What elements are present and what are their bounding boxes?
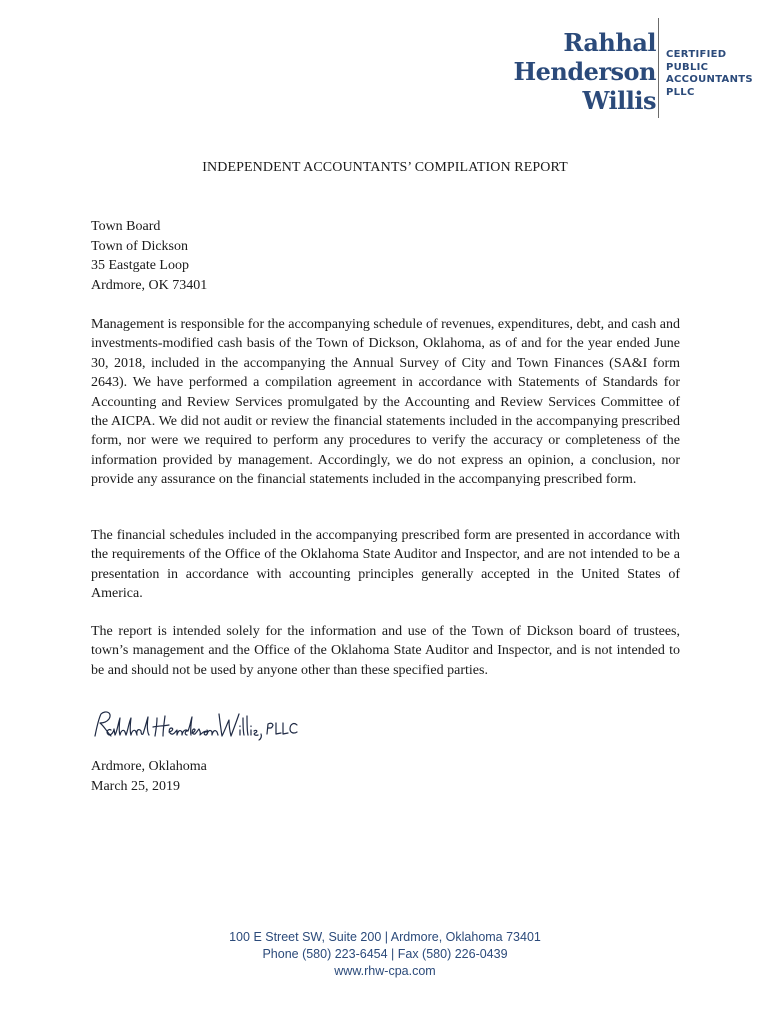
signing-date: March 25, 2019 [91,778,181,794]
recipient-line: Ardmore, OK 73401 [91,277,208,293]
logo-designation-certified: CERTIFIED [666,49,727,60]
firm-signature [91,706,301,746]
footer-phone-fax: Phone (580) 223-6454 | Fax (580) 226-0439 [262,947,508,961]
logo-firm-name [513,28,656,115]
footer-website[interactable]: www.rhw-cpa.com [334,964,436,978]
firm-logo [513,18,760,122]
logo-designation-pllc: PLLC [666,86,695,98]
logo-name-henderson: Henderson [513,57,656,86]
responsibility-paragraph: Management is responsible for the accompanying schedule of revenues, expenditures, debt, and cash and investments-modified cash basis of the Town of Dickson, Oklahoma, as of and for the year ended June 30, 2018, included in the accompanying the Annual Survey of City and Town Finances (SA&I form 2643). We have performed a compilation agreement in accordance with Statements of Standards for Accounting and Review Services promulgated by the Accounting and Review Services Committee of the AICPA. We did not audit or review the financial statements included in the accompanying prescribed form, nor were we required to perform any procedures to verify the accuracy or completeness of the information provided by management. Accordingly, we do not express an opinion, a conclusion, nor provide any assurance on the financial statements included in the accompanying prescribed form. [91,317,680,488]
signing-place-date [91,757,207,796]
logo-designation-public: PUBLIC [666,61,709,73]
signing-city: Ardmore, Oklahoma [91,759,207,774]
recipient-address [91,217,207,295]
logo-name-willis: Willis [582,86,656,115]
footer-address: 100 E Street SW, Suite 200 | Ardmore, Oklahoma 73401 [229,930,541,944]
logo-designation-accountants: ACCOUNTANTS [666,74,753,85]
basis-paragraph: The financial schedules included in the accompanying prescribed form are presented in accordance with the requirements of the Office of the Oklahoma State Auditor and Inspector, and are not intended to be a presentation in accordance with accounting principles generally accepted in the United States of America. [91,528,680,602]
report-title: INDEPENDENT ACCOUNTANTS’ COMPILATION REPORT [202,160,568,175]
logo-name-rahhal: Rahhal [563,28,656,57]
recipient-line: Town of Dickson [91,238,189,254]
recipient-line: Town Board [91,219,161,234]
restriction-paragraph: The report is intended solely for the information and use of the Town of Dickson board of trustees, town’s management and the Office of the Oklahoma State Auditor and Inspector, and is not intended to be and should not be used by anyone other than these specified parties. [91,624,680,678]
logo-designation [666,49,753,99]
logo-divider [658,18,659,118]
letterhead-footer [0,929,770,980]
recipient-line: 35 Eastgate Loop [91,258,189,273]
